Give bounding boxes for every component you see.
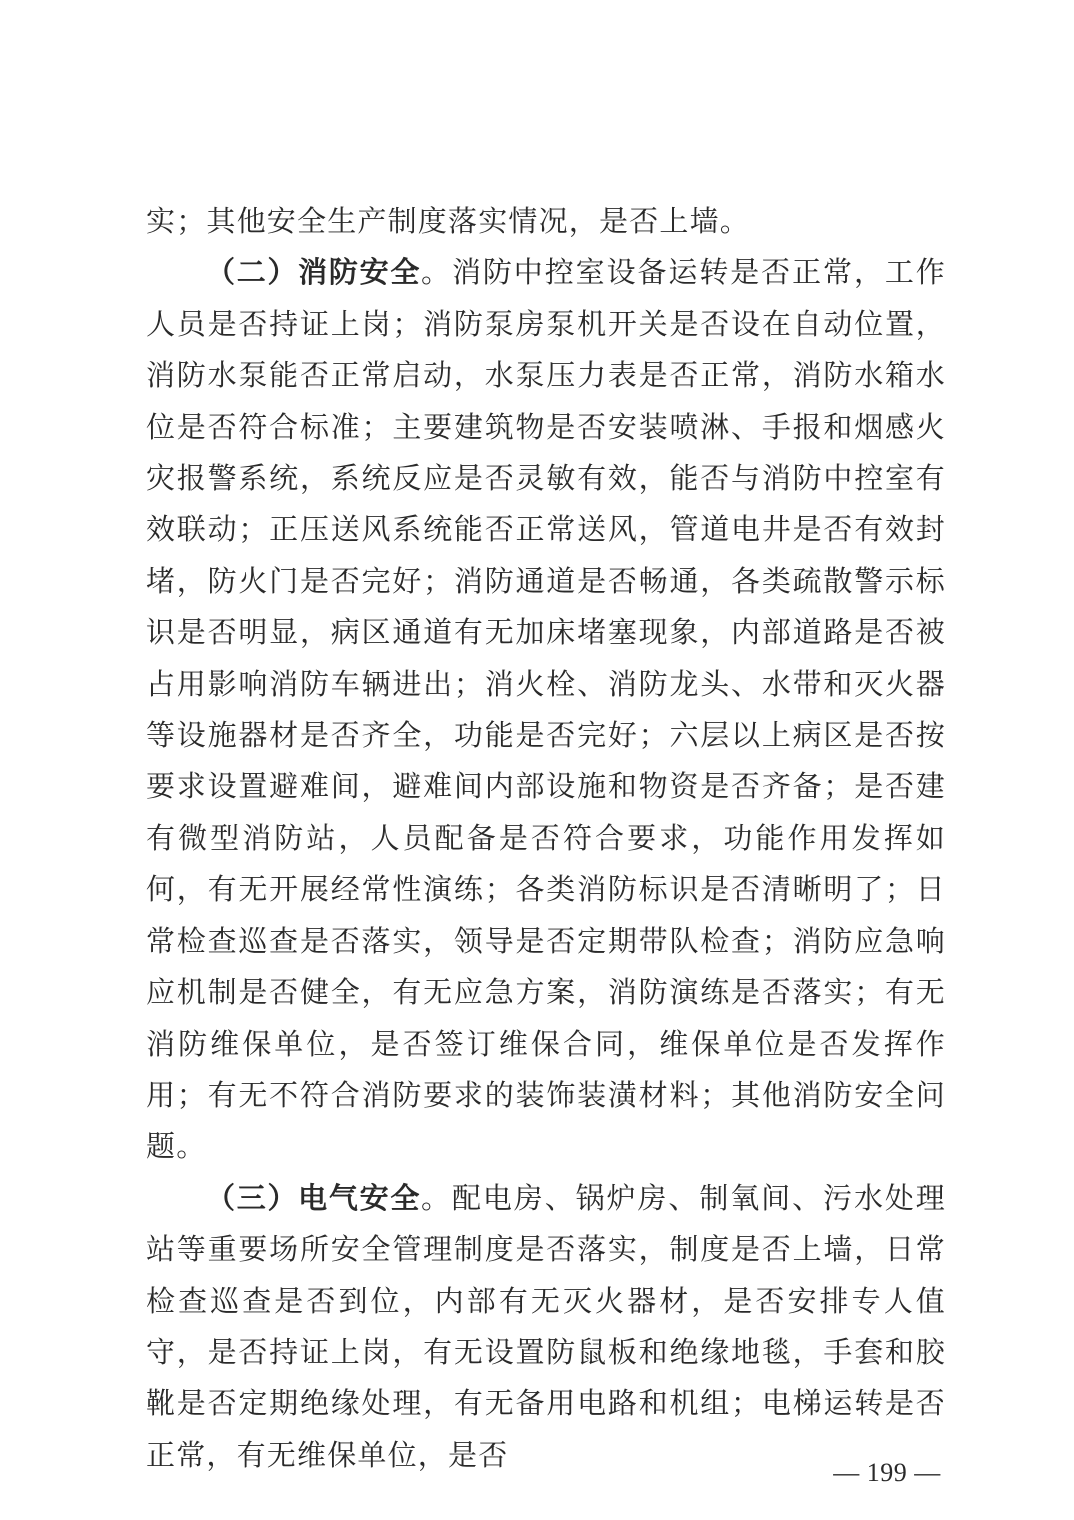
document-body xyxy=(146,196,946,1481)
paragraph-electrical-safety xyxy=(146,1173,946,1481)
paragraph-fire-safety xyxy=(146,247,946,1172)
paragraph-text: 实；其他安全生产制度落实情况，是否上墙。 xyxy=(146,204,751,238)
section-heading-fire-safety: （二）消防安全 xyxy=(206,255,422,290)
paragraph-text: 。配电房、锅炉房、制氧间、污水处理站等重要场所安全管理制度是否落实，制度是否上墙，日常检查巡查是否到位，内部有无灭火器材，是否安排专人值守，是否持证上岗，有无设置防鼠板和绝缘地毯，手套和胶靴是否定期绝缘处理，有无备用电路和机组；电梯运转是否正常，有无维保单位，是否 xyxy=(146,1180,946,1472)
section-heading-electrical-safety: （三）电气安全 xyxy=(206,1180,422,1215)
paragraph-continuation xyxy=(146,196,946,247)
page-number: — 199 — xyxy=(833,1458,941,1487)
paragraph-text: 。消防中控室设备运转是否正常，工作人员是否持证上岗；消防泵房泵机开关是否设在自动位置，消防水泵能否正常启动，水泵压力表是否正常，消防水箱水位是否符合标准；主要建筑物是否安装喷淋、手报和烟感火灾报警系统，系统反应是否灵敏有效，能否与消防中控室有效联动；正压送风系统能否正常送风，管道电井是否有效封堵，防火门是否完好；消防通道是否畅通，各类疏散警示标识是否明显，病区通道有无加床堵塞现象，内部道路是否被占用影响消防车辆进出；消火栓、消防龙头、水带和灭火器等设施器材是否齐全，功能是否完好；六层以上病区是否按要求设置避难间，避难间内部设施和物资是否齐备；是否建有微型消防站，人员配备是否符合要求，功能作用发挥如何，有无开展经常性演练；各类消防标识是否清晰明了；日常检查巡查是否落实，领导是否定期带队检查；消防应急响应机制是否健全，有无应急方案，消防演练是否落实；有无消防维保单位，是否签订维保合同，维保单位是否发挥作用；有无不符合消防要求的装饰装潢材料；其他消防安全问题。 xyxy=(146,255,946,1164)
